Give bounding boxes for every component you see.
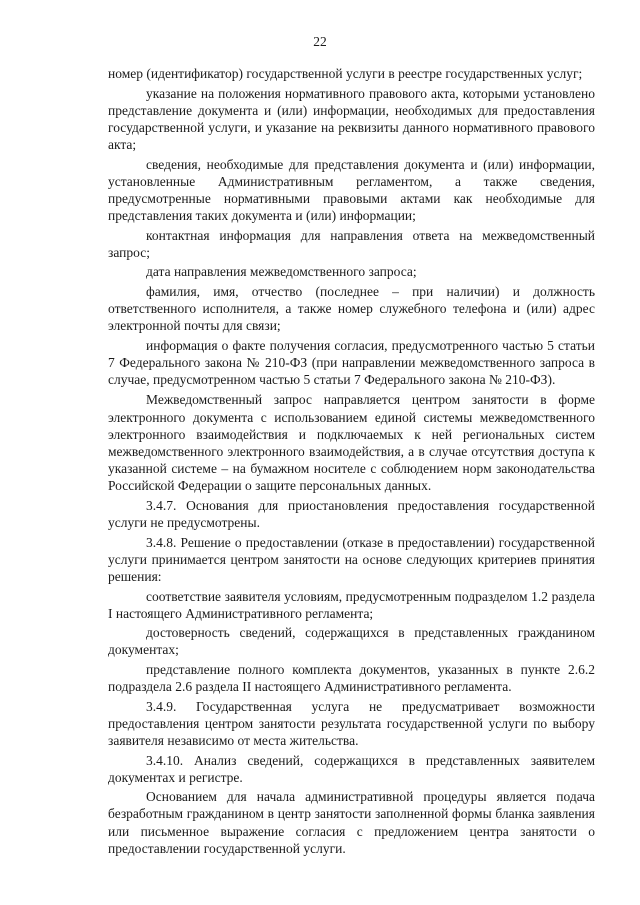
paragraph-3-4-10: 3.4.10. Анализ сведений, содержащихся в представленных заявителем документах и регистре. <box>108 752 595 785</box>
paragraph-criterion-reliability: достоверность сведений, содержащихся в представленных гражданином документах; <box>108 625 595 658</box>
paragraph-contact-information: контактная информация для направления ответа на межведомственный запрос; <box>108 227 595 260</box>
paragraph-3-4-9: 3.4.9. Государственная услуга не предусматривает возможности предоставления центром занятости результата государственной услуги по выбору заявителя независимо от места жительства. <box>108 698 595 749</box>
paragraph-consent-information: информация о факте получения согласия, предусмотренного частью 5 статьи 7 Федерального закона № 210-ФЗ (при направлении межведомственного запроса в случае, предусмотренном частью 5 статьи 7 Федерального закона № 210-ФЗ). <box>108 337 595 388</box>
paragraph-required-information: сведения, необходимые для представления документа и (или) информации, установленные Административным регламентом, а также сведения, предусмотренные нормативными правовыми актами как необходимые для представления таких документа и (или) информации; <box>108 156 595 224</box>
page-number: 22 <box>313 34 327 49</box>
document-body <box>108 65 595 859</box>
paragraph-interagency-request: Межведомственный запрос направляется центром занятости в форме электронного документа с использованием единой системы межведомственного электронного взаимодействия и подключаемых к ней региональных систем межведомственного электронного взаимодействия, а в случае отсутствия доступа к указанной системе – на бумажном носителе с соблюдением норм законодательства Российской Федерации о защите персональных данных. <box>108 392 595 494</box>
paragraph-criterion-conditions: соответствие заявителя условиям, предусмотренным подразделом 1.2 раздела I настоящего Административного регламента; <box>108 588 595 621</box>
paragraph-service-number: номер (идентификатор) государственной услуги в реестре государственных услуг; <box>108 66 583 81</box>
paragraph-3-4-7: 3.4.7. Основания для приостановления предоставления государственной услуги не предусмотрены. <box>108 497 595 531</box>
paragraph-procedure-basis: Основанием для начала административной процедуры является подача безработным гражданином в центр занятости заполненной формы бланка заявления или письменное выражение согласия с предложением центра занятости о предоставлении государственной услуги. <box>108 789 595 856</box>
paragraph-responsible-person: фамилия, имя, отчество (последнее – при наличии) и должность ответственного исполнителя, а также номер служебного телефона и (или) адрес электронной почты для связи; <box>108 283 595 334</box>
paragraph-3-4-8: 3.4.8. Решение о предоставлении (отказе в предоставлении) государственной услуги принимается центром занятости на основе следующих критериев принятия решения: <box>108 534 595 585</box>
paragraph-criterion-completeness: представление полного комплекта документов, указанных в пункте 2.6.2 подраздела 2.6 раздела II настоящего Административного регламента. <box>108 661 595 695</box>
paragraph-request-date: дата направления межведомственного запроса; <box>146 264 417 280</box>
paragraph-legal-act-reference: указание на положения нормативного правового акта, которыми установлено представление документа и (или) информации, необходимых для предоставления государственной услуги, и указание на реквизиты данного нормативного правового акта; <box>108 85 595 153</box>
